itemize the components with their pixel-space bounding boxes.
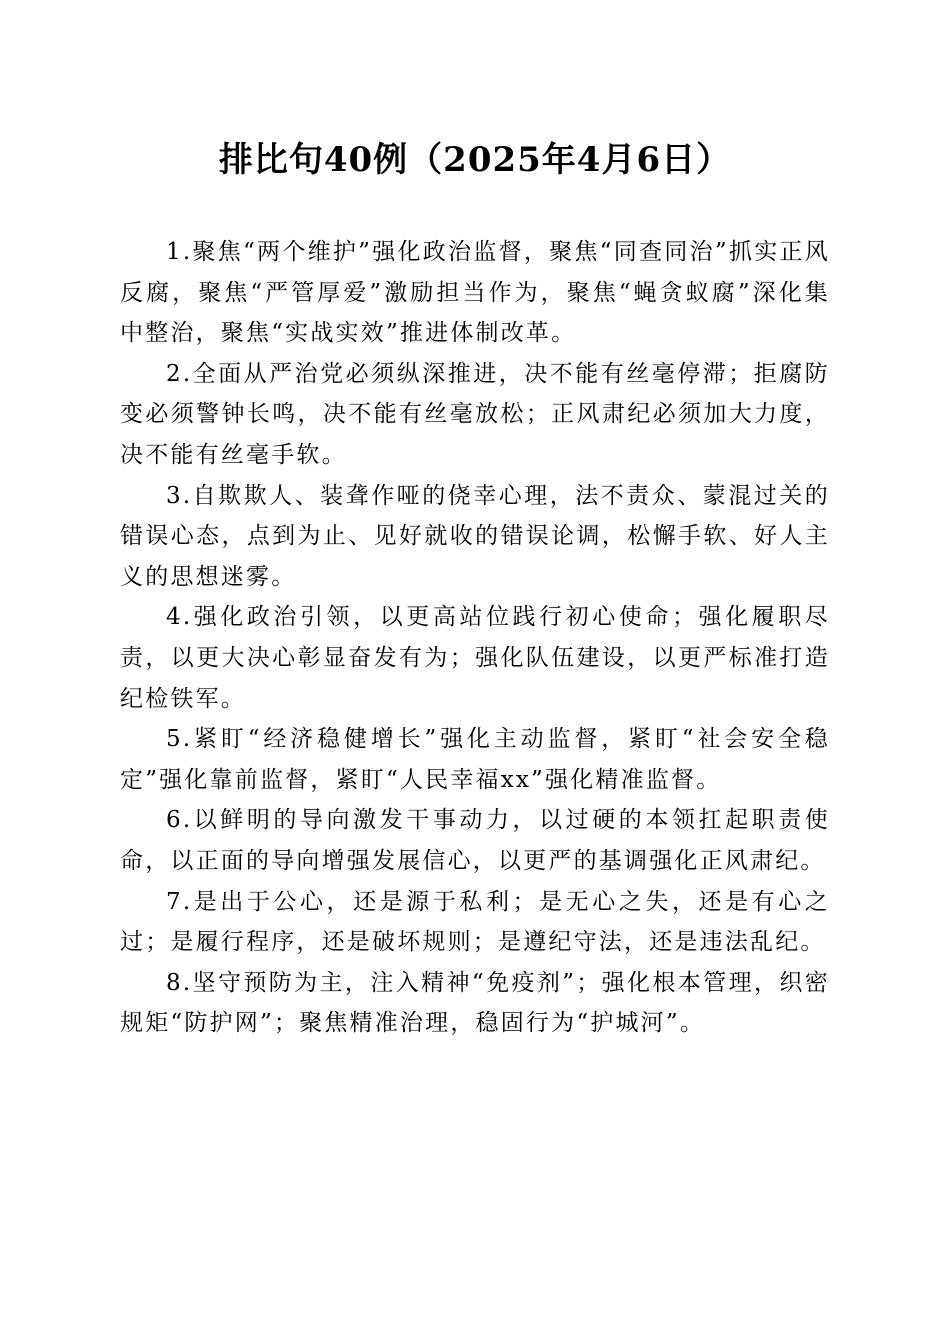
paragraph-1: 1.聚焦“两个维护”强化政治监督，聚焦“同查同治”抓实正风反腐，聚焦“严管厚爱”激励担当作为，聚焦“蝇贪蚁腐”深化集中整治，聚焦“实战实效”推进体制改革。 <box>120 239 830 347</box>
document-body <box>120 232 830 1044</box>
paragraph-2: 2.全面从严治党必须纵深推进，决不能有丝毫停滞；拒腐防变必须警钟长鸣，决不能有丝毫放松；正风肃纪必须加大力度，决不能有丝毫手软。 <box>120 360 830 468</box>
paragraph-7: 7.是出于公心，还是源于私利；是无心之失，还是有心之过；是履行程序，还是破坏规则；是遵纪守法，还是违法乱纪。 <box>120 888 830 956</box>
document-title: 排比句40例（2025年4月6日） <box>218 140 732 180</box>
paragraph-8: 8.坚守预防为主，注入精神“免疫剂”；强化根本管理，织密规矩“防护网”；聚焦精准治理，稳固行为“护城河”。 <box>120 969 830 1037</box>
paragraph-4: 4.强化政治引领，以更高站位践行初心使命；强化履职尽责，以更大决心彰显奋发有为；强化队伍建设，以更严标准打造纪检铁军。 <box>120 604 830 712</box>
paragraph-3: 3.自欺欺人、装聋作哑的侥幸心理，法不责众、蒙混过关的错误心态，点到为止、见好就收的错误论调，松懈手软、好人主义的思想迷雾。 <box>120 482 830 590</box>
paragraph-5: 5.紧盯“经济稳健增长”强化主动监督，紧盯“社会安全稳定”强化靠前监督，紧盯“人民幸福xx”强化精准监督。 <box>120 726 830 793</box>
paragraph-6: 6.以鲜明的导向激发干事动力，以过硬的本领扛起职责使命，以正面的导向增强发展信心，以更严的基调强化正风肃纪。 <box>120 807 830 874</box>
